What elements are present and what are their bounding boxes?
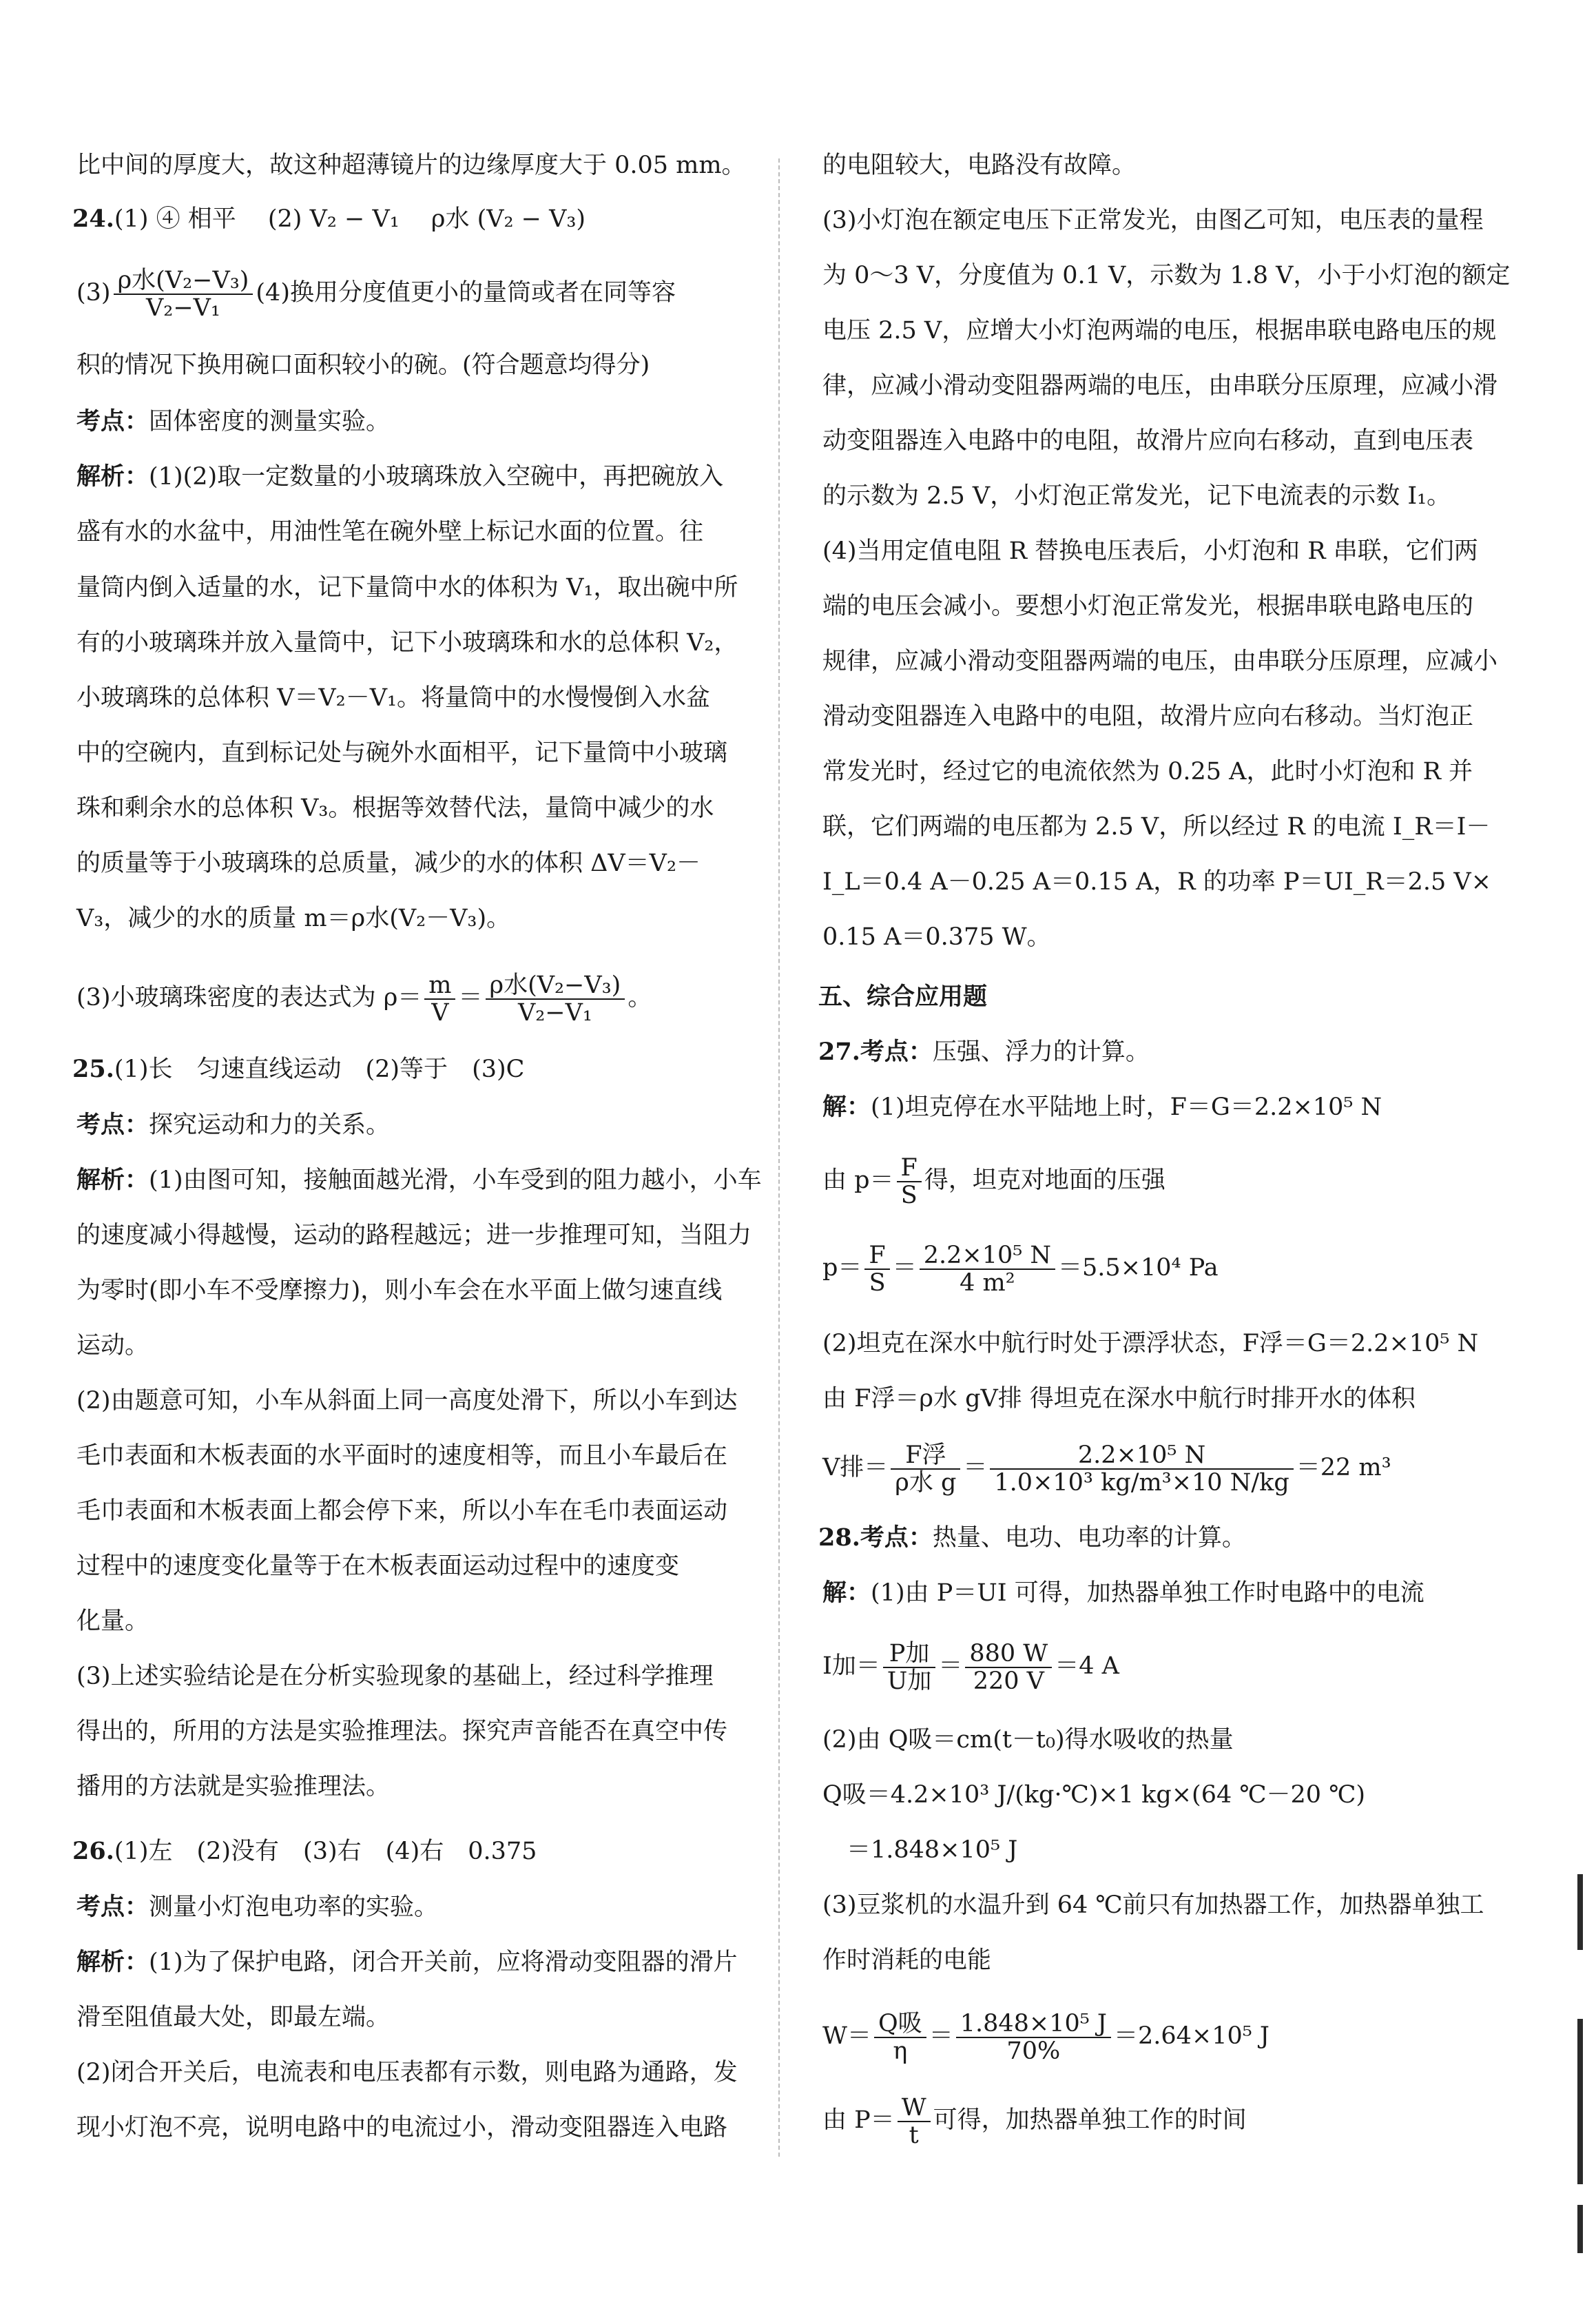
fraction — [920, 1242, 1055, 1296]
line-text: 的速度减小得越慢，运动的路程越远；进一步推理可知，当阻力 — [76, 1222, 752, 1249]
text-line — [76, 1277, 722, 1304]
text-line — [76, 408, 390, 435]
fraction — [424, 972, 455, 1026]
text-line — [72, 1838, 537, 1865]
fraction — [864, 1242, 889, 1296]
line-text: 端的电压会减小。要想小灯泡正常发光，根据串联电路电压的 — [822, 593, 1474, 620]
text-line — [76, 1442, 727, 1470]
question-number: 28. — [818, 1523, 860, 1552]
label-heading: 解析： — [76, 1948, 149, 1976]
line-text: 的电阻较大，电路没有故障。 — [822, 152, 1137, 179]
text-line — [822, 1240, 1219, 1295]
fraction-numerator: 880 W — [965, 1641, 1052, 1668]
fraction — [956, 2011, 1111, 2064]
fraction-denominator: 220 V — [973, 1667, 1044, 1695]
line-text: 播用的方法就是实验推理法。 — [76, 1773, 391, 1800]
text-line — [76, 265, 676, 320]
formula-prefix: 由 p＝ — [822, 1167, 894, 1194]
line-text: 积的情况下换用碗口面积较小的碗。(符合题意均得分) — [76, 351, 650, 379]
fraction-denominator: V — [431, 998, 449, 1027]
fraction-numerator: 2.2×10⁵ N — [920, 1242, 1055, 1270]
text-line — [76, 351, 650, 379]
text-line — [822, 648, 1497, 675]
line-text: (2)坦克在深水中航行时处于漂浮状态，F浮＝G＝2.2×10⁵ N — [822, 1330, 1479, 1357]
line-text: 比中间的厚度大，故这种超薄镜片的边缘厚度大于 0.05 mm。 — [76, 152, 746, 179]
line-text: 可得，加热器单独工作的时间 — [933, 2106, 1247, 2134]
line-text: 有的小玻璃珠并放入量筒中，记下小玻璃珠和水的总体积 V₂， — [76, 629, 738, 657]
fraction-denominator: S — [900, 1181, 918, 1209]
line-text: 得，坦克对地面的压强 — [924, 1167, 1165, 1194]
line-text: (3)小灯泡在额定电压下正常发光，由图乙可知，电压表的量程 — [822, 207, 1484, 234]
fraction-numerator: F浮 — [891, 1442, 960, 1470]
line-text: 珠和剩余水的总体积 V₃。根据等效替代法，量筒中减少的水 — [76, 794, 714, 822]
text-line — [76, 629, 738, 657]
line-text: (1)坦克停在水平陆地上时，F＝G＝2.2×10⁵ N — [871, 1093, 1382, 1121]
line-text: 中的空碗内，直到标记处与碗外水面相平，记下量筒中小玻璃 — [76, 739, 728, 767]
label-heading: 考点： — [860, 1038, 933, 1066]
text-line — [822, 537, 1478, 565]
text-line — [822, 1385, 1416, 1413]
text-line — [822, 2093, 1247, 2148]
line-text: (4)换用分度值更小的量筒或者在同等容 — [256, 279, 676, 307]
line-text: 热量、电功、电功率的计算。 — [932, 1524, 1246, 1552]
fraction-denominator: ρ水 g — [895, 1468, 957, 1497]
text-line — [76, 905, 510, 932]
label-heading: 考点： — [76, 1111, 149, 1139]
line-text: 的示数为 2.5 V，小灯泡正常发光，记下电流表的示数 I₁。 — [822, 482, 1451, 510]
line-text: 固体密度的测量实验。 — [149, 408, 391, 435]
label-heading: 解析： — [76, 462, 149, 491]
fraction — [898, 2095, 931, 2148]
fraction — [486, 972, 625, 1026]
fraction-numerator: 1.848×10⁵ J — [956, 2011, 1111, 2038]
fraction — [114, 267, 253, 321]
line-text: 得出的，所用的方法是实验推理法。探究声音能否在真空中传 — [76, 1718, 728, 1745]
line-text: I_L＝0.4 A－0.25 A＝0.15 A，R 的功率 P＝UI_R＝2.5 V× — [822, 868, 1492, 896]
line-text: 规律，应减小滑动变阻器两端的电压，由串联分压原理，应减小 — [822, 648, 1498, 675]
line-text: 过程中的速度变化量等于在木板表面运动过程中的速度变 — [76, 1552, 680, 1580]
text-line — [76, 794, 714, 822]
section-heading: 五、综合应用题 — [818, 983, 988, 1011]
formula-equals: ＝ — [458, 984, 483, 1011]
text-line — [822, 703, 1473, 730]
line-text: 由 F浮＝ρ水 gV排 得坦克在深水中航行时排开水的体积 — [822, 1385, 1416, 1413]
line-text: 动变阻器连入电路中的电阻，故滑片应向右移动，直到电压表 — [822, 427, 1474, 455]
line-text: Q吸＝4.2×10³ J/(kg·℃)×1 kg×(64 ℃－20 ℃) — [822, 1781, 1365, 1809]
line-text: 常发光时，经过它的电流依然为 0.25 A，此时小灯泡和 R 并 — [822, 758, 1473, 785]
label-heading: 考点： — [76, 1893, 149, 1921]
text-line — [818, 1038, 1150, 1066]
formula-prefix: W＝ — [822, 2022, 871, 2050]
formula-equals: ＝ — [938, 1652, 963, 1680]
line-text: 作时消耗的电能 — [822, 1947, 992, 1974]
text-line — [72, 205, 585, 233]
line-text: (2)由题意可知，小车从斜面上同一高度处滑下，所以小车到达 — [76, 1387, 738, 1415]
text-line — [822, 372, 1497, 400]
text-line — [822, 923, 1051, 951]
label-heading: 考点： — [76, 407, 149, 435]
label-heading: 解析： — [76, 1166, 149, 1194]
question-number: 27. — [818, 1038, 860, 1066]
line-text: 测量小灯泡电功率的实验。 — [149, 1893, 439, 1921]
text-line — [822, 482, 1451, 510]
fraction-numerator: W — [898, 2095, 931, 2122]
text-line — [76, 1949, 738, 1976]
text-line — [76, 1773, 390, 1800]
text-line — [822, 262, 1510, 289]
text-line — [818, 983, 987, 1011]
label-heading: 解： — [822, 1093, 871, 1121]
label-heading: 解： — [822, 1579, 871, 1607]
text-line — [822, 758, 1473, 785]
line-text: (1)左 (2)没有 (3)右 (4)右 0.375 — [114, 1838, 537, 1865]
text-line — [822, 1726, 1234, 1754]
line-text: (1)长 匀速直线运动 (2)等于 (3)C — [114, 1056, 525, 1083]
fraction-denominator: 1.0×10³ kg/m³×10 N/kg — [994, 1468, 1289, 1497]
text-line — [76, 970, 652, 1025]
text-line — [76, 1111, 390, 1139]
fraction-numerator: F — [864, 1242, 889, 1270]
line-text: (3)上述实验结论是在分析实验现象的基础上，经过科学推理 — [76, 1663, 714, 1690]
text-line — [822, 207, 1484, 234]
line-text: 0.15 A＝0.375 W。 — [822, 923, 1051, 951]
column-divider — [778, 158, 780, 2157]
fraction — [990, 1442, 1293, 1496]
line-text: 探究运动和力的关系。 — [149, 1111, 391, 1139]
text-line — [76, 1608, 149, 1635]
line-text: 运动。 — [76, 1332, 149, 1359]
line-text: 现小灯泡不亮，说明电路中的电流过小，滑动变阻器连入电路 — [76, 2114, 728, 2141]
question-number: 24. — [72, 205, 114, 233]
text-line — [822, 1440, 1391, 1495]
text-line — [822, 2009, 1269, 2064]
text-line — [822, 868, 1491, 896]
fraction-denominator: S — [869, 1269, 886, 1297]
line-text: (1) ④ 相平 (2) V₂ − V₁ ρ水 (V₂ − V₃) — [114, 205, 586, 233]
text-line — [822, 593, 1473, 620]
fraction-denominator: V₂−V₁ — [517, 998, 592, 1027]
line-text: 的质量等于小玻璃珠的总质量，减少的水的体积 ΔV＝V₂－ — [76, 850, 701, 877]
page-edge-mark — [1577, 1874, 1583, 1950]
text-line — [76, 1663, 714, 1690]
text-line — [822, 1093, 1382, 1121]
line-text: 毛巾表面和木板表面上都会停下来，所以小车在毛巾表面运动 — [76, 1497, 728, 1525]
line-text: (3)豆浆机的水温升到 64 ℃前只有加热器工作，加热器单独工 — [822, 1891, 1484, 1919]
text-line — [76, 1893, 438, 1921]
line-text: 滑动变阻器连入电路中的电阻，故滑片应向右移动。当灯泡正 — [822, 703, 1474, 730]
line-text: 电压 2.5 V，应增大小灯泡两端的电压，根据串联电路电压的规 — [822, 317, 1497, 345]
fraction-numerator: ρ水(V₂−V₃) — [114, 267, 253, 295]
fraction — [883, 1641, 936, 1694]
fraction-denominator: t — [909, 2121, 919, 2149]
line-text: 盛有水的水盆中，用油性笔在碗外壁上标记水面的位置。往 — [76, 518, 704, 546]
formula-equals: ＝ — [963, 1454, 988, 1481]
line-text: (1)为了保护电路，闭合开关前，应将滑动变阻器的滑片 — [149, 1949, 738, 1976]
formula-prefix: (3)小玻璃珠密度的表达式为 ρ＝ — [76, 984, 422, 1011]
line-text: 压强、浮力的计算。 — [932, 1038, 1150, 1066]
formula-prefix: 由 P＝ — [822, 2106, 895, 2134]
line-text: 为零时(即小车不受摩擦力)，则小车会在水平面上做匀速直线 — [76, 1277, 723, 1304]
text-line — [822, 1639, 1119, 1694]
line-text: (2)闭合开关后，电流表和电压表都有示数，则电路为通路，发 — [76, 2059, 738, 2086]
line-text: 为 0～3 V，分度值为 0.1 V，示数为 1.8 V，小于小灯泡的额定 — [822, 262, 1511, 289]
question-number: 25. — [72, 1055, 114, 1083]
line-text: (1)由 P＝UI 可得，加热器单独工作时电路中的电流 — [871, 1579, 1424, 1607]
text-line — [76, 574, 738, 602]
fraction-denominator: η — [893, 2037, 908, 2065]
line-text: 小玻璃珠的总体积 V＝V₂－V₁。将量筒中的水慢慢倒入水盆 — [76, 684, 711, 712]
text-line — [76, 1552, 679, 1580]
line-text: ＝2.64×10⁵ J — [1113, 2022, 1269, 2050]
text-line — [822, 1947, 991, 1974]
text-line — [76, 2004, 390, 2031]
line-text: 联，它们两端的电压都为 2.5 V，所以经过 R 的电流 I_R＝I－ — [822, 813, 1491, 841]
fraction — [965, 1641, 1052, 1694]
line-text: 律，应减小滑动变阻器两端的电压，由串联分压原理，应减小滑 — [822, 372, 1498, 400]
fraction-numerator: Q吸 — [874, 2011, 926, 2038]
fraction-numerator: m — [424, 972, 455, 1000]
text-line — [822, 1330, 1478, 1357]
label-heading: 考点： — [860, 1523, 933, 1552]
fraction-denominator: V₂−V₁ — [146, 294, 220, 322]
text-line — [76, 1222, 752, 1249]
text-line — [76, 1332, 149, 1359]
text-line — [822, 813, 1490, 841]
fraction-denominator: 70% — [1006, 2037, 1061, 2065]
line-text: ＝22 m³ — [1296, 1454, 1391, 1481]
text-line — [76, 2059, 738, 2086]
formula-equals: ＝ — [892, 1254, 917, 1282]
text-line — [822, 152, 1136, 179]
text-line — [822, 1781, 1365, 1809]
text-line — [76, 1167, 762, 1194]
text-line — [822, 1153, 1165, 1208]
fraction — [874, 2011, 926, 2064]
text-line — [76, 1497, 727, 1525]
line-text: 量筒内倒入适量的水，记下量筒中水的体积为 V₁，取出碗中所 — [76, 574, 738, 602]
text-line — [76, 1387, 738, 1415]
line-text: 毛巾表面和木板表面的水平面时的速度相等，而且小车最后在 — [76, 1442, 728, 1470]
line-text: 滑至阻值最大处，即最左端。 — [76, 2004, 391, 2031]
text-line — [822, 427, 1473, 455]
text-line — [818, 1524, 1246, 1552]
line-text: 化量。 — [76, 1608, 149, 1635]
text-line — [72, 1056, 524, 1083]
text-line — [822, 317, 1496, 345]
fraction — [891, 1442, 960, 1496]
text-line — [822, 1579, 1424, 1607]
text-line — [76, 684, 710, 712]
fraction — [897, 1155, 922, 1209]
line-text: (1)(2)取一定数量的小玻璃珠放入空碗中，再把碗放入 — [149, 463, 724, 491]
question-number: 26. — [72, 1837, 114, 1865]
line-text: ＝4 A — [1055, 1652, 1119, 1680]
page-edge-mark — [1577, 2205, 1583, 2253]
formula-prefix: I加＝ — [822, 1652, 880, 1680]
line-text: (4)当用定值电阻 R 替换电压表后，小灯泡和 R 串联，它们两 — [822, 537, 1478, 565]
line-text: ＝1.848×10⁵ J — [822, 1836, 1018, 1864]
line-text: (2)由 Q吸＝cm(t－t₀)得水吸收的热量 — [822, 1726, 1234, 1754]
text-line — [76, 152, 746, 179]
fraction-numerator: ρ水(V₂−V₃) — [486, 972, 625, 1000]
formula-prefix: (3) — [76, 279, 111, 307]
fraction-numerator: F — [897, 1155, 922, 1182]
text-line — [76, 850, 701, 877]
fraction-denominator: 4 m² — [960, 1269, 1015, 1297]
fraction-numerator: P加 — [883, 1641, 936, 1668]
text-line — [76, 518, 703, 546]
text-line — [822, 1891, 1484, 1919]
page-edge-mark — [1577, 2019, 1583, 2184]
line-text: ＝5.5×10⁴ Pa — [1058, 1254, 1219, 1282]
line-text: (1)由图可知，接触面越光滑，小车受到的阻力越小，小车 — [149, 1167, 762, 1194]
line-text: V₃，减少的水的质量 m＝ρ水(V₂－V₃)。 — [76, 905, 511, 932]
formula-prefix: p＝ — [822, 1254, 862, 1282]
fraction-numerator: 2.2×10⁵ N — [990, 1442, 1293, 1470]
line-text: 。 — [628, 984, 652, 1011]
text-line — [76, 2114, 727, 2141]
formula-equals: ＝ — [929, 2022, 953, 2050]
text-line — [76, 463, 723, 491]
text-line — [76, 1718, 727, 1745]
text-line — [76, 739, 727, 767]
fraction-denominator: U加 — [887, 1667, 932, 1695]
formula-prefix: V排＝ — [822, 1454, 889, 1481]
text-line — [822, 1836, 1017, 1864]
